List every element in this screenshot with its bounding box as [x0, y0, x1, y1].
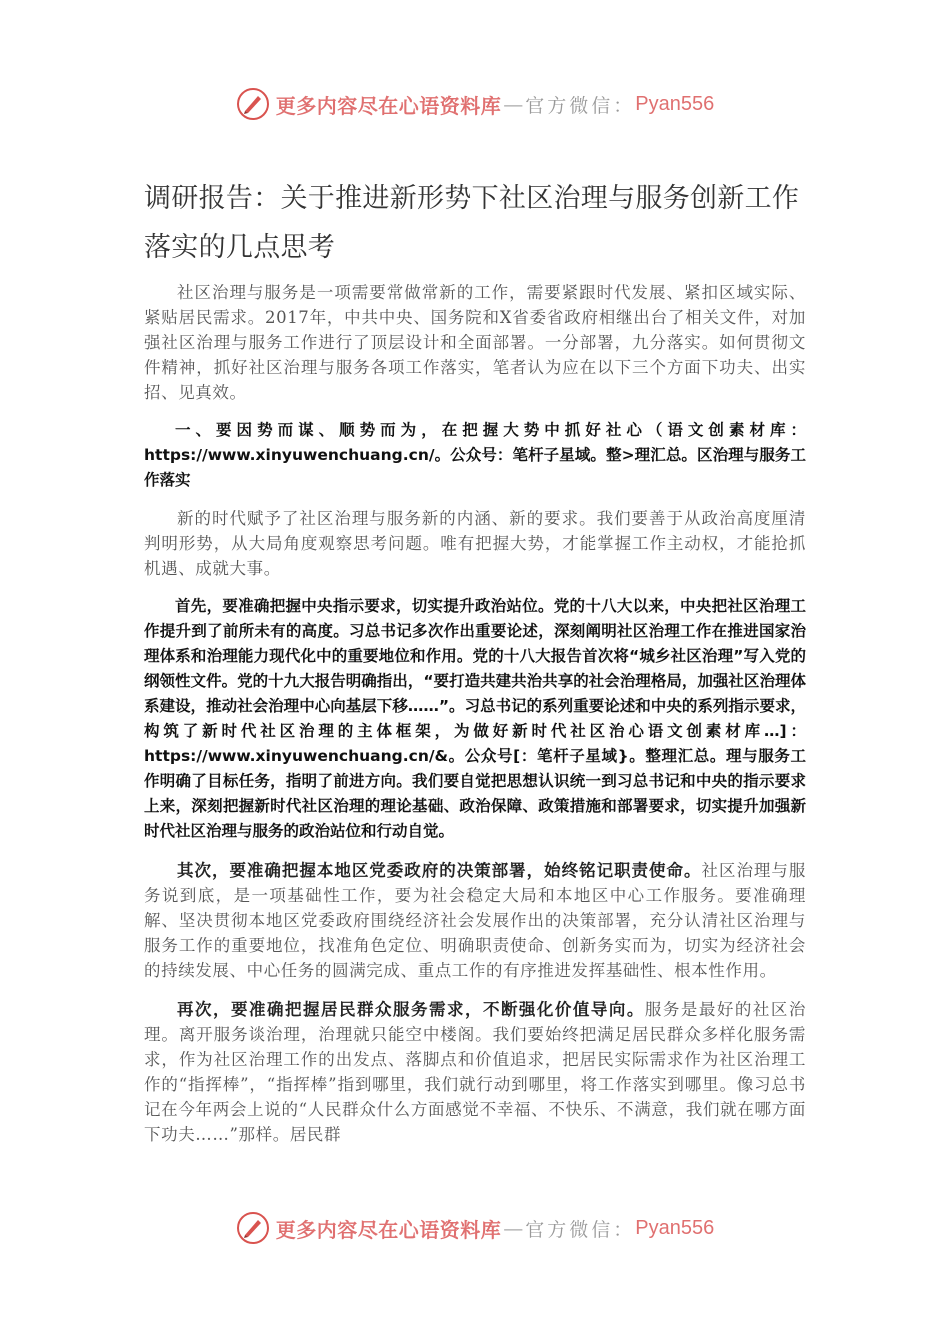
paragraph-5-body: 社区治理与服务说到底，是一项基础性工作，要为社会稳定大局和本地区中心工作服务。要准确理解、坚决贯彻本地区党委政府围绕经济社会发展作出的决策部署，充分认清社区治理与服务工作的重要地位，找准角色定位、明确职责使命、创新务实而为，切实为经济社会的持续发展、中心任务的圆满完成、重点工作的有序推进发挥基础性、根本性作用。	[144, 861, 806, 980]
banner-text: 更多内容尽在心语资料库	[275, 1217, 502, 1242]
paragraph-4: 首先，要准确把握中央指示要求，切实提升政治站位。党的十八大以来，中央把社区治理工作提升到了前所未有的高度。习总书记多次作出重要论述，深刻阐明社区治理工作在推进国家治理体系和治理能力现代化中的重要地位和作用。党的十八大报告首次将“城乡社区治理”写入党的纲领性文件。党的十九大报告明确指出，“要打造共建共治共享的社会治理格局，加强社区治理体系建设，推动社会治理中心向基层下移……”。习总书记的系列重要论述和中央的系列指示要求，构筑了新时代社区治理的主体框架，为做好新时代社区治心语文创素材库…]：https://www.xinyuwenchuang.cn/&。公众号[：笔杆子星域}。整理汇总。理与服务工作明确了目标任务，指明了前进方向。我们要自觉把思想认识统一到习总书记和中央的指示要求上来，深刻把握新时代社区治理的理论基础、政治保障、政策措施和部署要求，切实提升加强新时代社区治理与服务的政治站位和行动自觉。	[144, 597, 806, 840]
banner-text: 更多内容尽在心语资料库	[275, 93, 502, 118]
document-title: 调研报告：关于推进新形势下社区治理与服务创新工作落实的几点思考	[144, 183, 800, 263]
section-heading-1: 一、要因势而谋、顺势而为，在把握大势中抓好社心（语文创素材库：https://www.xinyuwenchuang.cn/。公众号：笔杆子星域。整>理汇总。区治理与服务工作落实	[144, 421, 806, 489]
banner-wechat-id: Pyan556	[635, 1216, 715, 1239]
banner-separator: —	[503, 92, 524, 116]
footer-banner	[0, 1208, 950, 1248]
header-banner	[0, 84, 950, 124]
paragraph-intro: 社区治理与服务是一项需要常做常新的工作，需要紧跟时代发展、紧扣区域实际、紧贴居民需求。2017年，中共中央、国务院和X省委省政府相继出台了相关文件，对加强社区治理与服务工作进行了顶层设计和全面部署。一分部署，九分落实。如何贯彻文件精神，抓好社区治理与服务各项工作落实，笔者认为应在以下三个方面下功夫、出实招、见真效。	[144, 283, 806, 402]
banner-separator: —	[503, 1216, 524, 1240]
paragraph-6	[144, 997, 806, 1147]
pen-seal-icon	[236, 87, 270, 121]
paragraph-6-body: 服务是最好的社区治理。离开服务谈治理，治理就只能空中楼阁。我们要始终把满足居民群众多样化服务需求，作为社区治理工作的出发点、落脚点和价值追求，把居民实际需求作为社区治理工作的“指挥棒”，“指挥棒”指到哪里，我们就行动到哪里，将工作落实到哪里。像习总书记在今年两会上说的“人民群众什么方面感觉不幸福、不快乐、不满意，我们就在哪方面下功夫……”那样。居民群	[144, 1000, 806, 1144]
paragraph-6-lead: 再次，要准确把握居民群众服务需求，不断强化价值导向。	[177, 1000, 645, 1019]
pen-seal-icon	[236, 1211, 270, 1245]
document-body	[144, 174, 806, 1147]
banner-wechat-label: 官方微信：	[525, 94, 636, 117]
banner-wechat-label: 官方微信：	[525, 1218, 636, 1241]
paragraph-5-lead: 其次，要准确把握本地区党委政府的决策部署，始终铭记职责使命。	[177, 861, 702, 880]
banner-wechat-id: Pyan556	[635, 92, 715, 115]
paragraph-3: 新的时代赋予了社区治理与服务新的内涵、新的要求。我们要善于从政治高度厘清判明形势，从大局角度观察思考问题。唯有把握大势，才能掌握工作主动权，才能抢抓机遇、成就大事。	[144, 509, 806, 578]
paragraph-5	[144, 858, 806, 983]
